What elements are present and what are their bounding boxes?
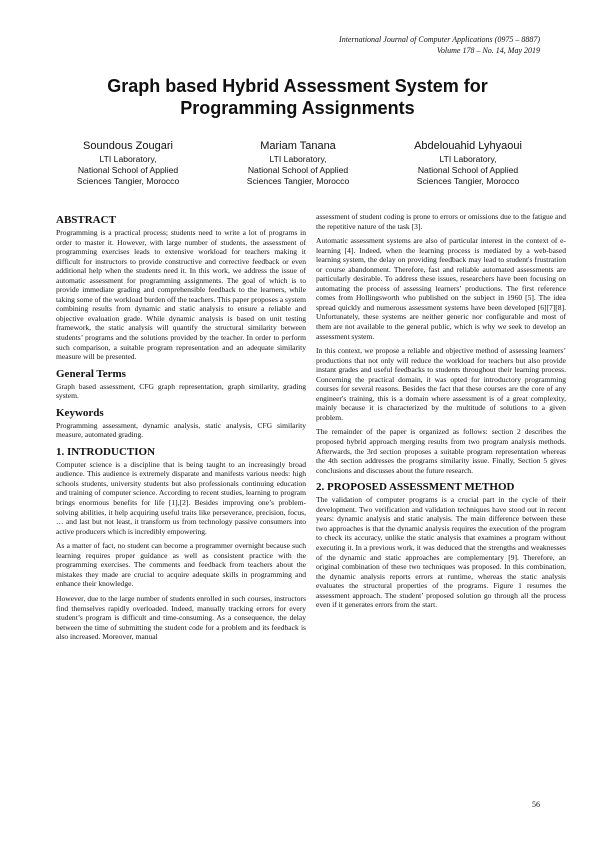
- general-terms-heading: General Terms: [56, 367, 126, 380]
- body-paragraph: The validation of computer programs is a crucial part in the cycle of their development. Two verification and validation techniques have stood out in recent years: dynamic analysis and static analysis. The main difference between these two approaches is that the dynamic analysis requires the execution of the program to check its accuracy, unlike the static analysis that examines a program without executing it. In a previous work, it was deduced that the strengths and weaknesses of the dynamic and static approaches are complementary [9]. Therefore, an original combination of these two techniques was proposed. In this combination, the dynamic analysis reports errors at runtime, whereas the static analysis evaluates the structural properties of the programs. Figure 1 resumes the assessment approach. The student’ proposed solution go through all the process even if it generates errors from the start.: [316, 495, 566, 610]
- paper-title: [40, 75, 555, 119]
- body-paragraph: Computer science is a discipline that is being taught to an increasingly broad audience. This audience is extremely disparate and manifests various needs: high schools students, university students but also professionals continuing education and training of computer science. According to recent studies, learning to program brings enormous benefits for life [1],[2]. Besides improving one’s problem-solving abilities, it help acquiring useful traits like perseverance, precision, focus, … and last but not least, it transform us from technology passive consumers into active producers which is incredibly empowering.: [56, 459, 306, 536]
- author-block: [388, 139, 548, 187]
- section-2-heading: 2. PROPOSED ASSESSMENT METHOD: [316, 481, 515, 494]
- body-paragraph: In this context, we propose a reliable and objective method of assessing learners’ productions that not only will reduce the workload for teachers but also provide instant grades and useful feedbacks to students throughout their learning process. Concerning the practical domain, it was opted for introductory programming courses for several reasons. Besides the fact that these courses are the core of any engineer's training, this is a domain where assessment is of a great complexity, mainly because it is characterized by the multitude of solutions to a given problem.: [316, 346, 566, 422]
- body-paragraph: The remainder of the paper is organized as follows: section 2 describes the proposed hybrid approach merging results from two program analysis methods. Afterwards, the 3rd section proposes a suitable program representation whereas the 4th section addresses the programs similarity issue. Finally, Section 5 gives conclusions and discusses about the future research.: [316, 427, 566, 475]
- title-line-1: Graph based Hybrid Assessment System for: [107, 76, 488, 96]
- journal-volume: Volume 178 – No. 14, May 2019: [436, 45, 540, 55]
- author-name: Soundous Zougari: [83, 140, 173, 152]
- author-affiliation-line: Sciences Tangier, Morocco: [416, 176, 520, 186]
- author-affiliation-line: LTI Laboratory,: [439, 154, 497, 164]
- keywords-heading: Keywords: [56, 406, 104, 419]
- author-affiliation-line: LTI Laboratory,: [99, 154, 157, 164]
- body-paragraph: Automatic assessment systems are also of particular interest in the context of e-learning [4]. Indeed, when the learning process is mediated by a web-based learning system, the delay on providing feedback may lead to student's frustration or course abandonment. Therefore, fast and reliable automated assessments are particularly desirable. To address these issues, researchers have been focusing on automating the process of assessing learners’ productions. The first reference comes from Hollingsworth who published on the subject in 1960 [5]. The idea spread quickly and numerous assessment systems have been developed [6][7][8]. Unfortunately, these systems are neither generic nor configurable and most of them are not available to the general public, which is why we seek to develop an assessment system.: [316, 236, 566, 341]
- author-block: [48, 139, 208, 187]
- body-paragraph: However, due to the large number of students enrolled in such courses, instructors find themselves rapidly overloaded. Indeed, manually tracking errors for every student’s program is difficult and time-consuming. As a consequence, the delay between the time of submitting the student code for a problem and its feedback is also increased. Moreover, manual: [56, 593, 306, 642]
- page-number: 56: [532, 800, 540, 809]
- right-column: [316, 212, 566, 615]
- general-terms-text: Graph based assessment, CFG graph representation, graph similarity, grading system.: [56, 381, 306, 401]
- author-affiliation-line: National School of Applied: [247, 165, 349, 175]
- author-affiliation-line: Sciences Tangier, Morocco: [76, 176, 180, 186]
- journal-name: International Journal of Computer Applications (0975 – 8887): [339, 35, 540, 44]
- abstract-heading: ABSTRACT: [56, 214, 116, 226]
- author-affiliation-line: Sciences Tangier, Morocco: [246, 176, 350, 186]
- author-affiliation-line: LTI Laboratory,: [269, 154, 327, 164]
- author-affiliation-line: National School of Applied: [77, 165, 179, 175]
- abstract-text: Programming is a practical process; students need to write a lot of programs in order to master it. However, with large number of students, the assessment of programming exercises leads to extensive workload for teachers making it difficult for instructors to provide constructive and corrective feedback or even additional help when the students need it. In this work, we address the issue of automatic assessment for programming assignments. The goal of which is to provide immediate grading and comprehensible feedback to the learners, while taking some of the workload burden off the teachers. This paper proposes a system combining results from dynamic and static analysis to ensure a reliable and objective evaluation grade. While dynamic analysis is based on unit testing framework, the static analysis will quantify the structural similarity between students’ programs and the solutions provided by the teacher. In order to perform such comparison, a suitable program representation and an adequate similarity measure will be presented.: [56, 228, 306, 362]
- body-paragraph: As a matter of fact, no student can become a programmer overnight because such learning requires proper guidance as well as consistent practice with the programming exercises. The comments and feedback from teachers about the mistakes they made are crucial to acquire adequate skills in programming and enhance their knowledge.: [56, 541, 306, 589]
- keywords-text: Programming assessment, dynamic analysis, static analysis, CFG similarity measure, automated grading.: [56, 420, 306, 440]
- left-column: [56, 214, 306, 647]
- author-name: Mariam Tanana: [260, 140, 336, 152]
- author-block: [218, 139, 378, 187]
- title-line-2: Programming Assignments: [180, 98, 415, 118]
- body-paragraph: assessment of student coding is prone to errors or omissions due to the fatigue and the repetitive nature of the task [3].: [316, 212, 566, 231]
- author-list: [48, 139, 548, 187]
- introduction-heading: 1. INTRODUCTION: [56, 445, 156, 458]
- author-name: Abdelouahid Lyhyaoui: [414, 140, 522, 152]
- journal-header: [339, 35, 540, 56]
- author-affiliation-line: National School of Applied: [417, 165, 519, 175]
